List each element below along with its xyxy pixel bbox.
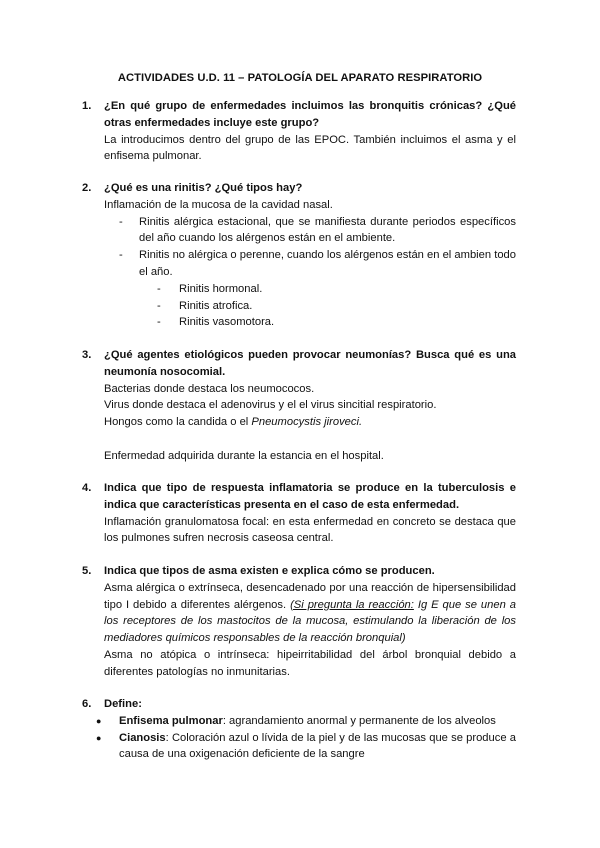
question-5 bbox=[82, 563, 516, 681]
question-1 bbox=[82, 98, 516, 165]
rhinitis-subtype-3 bbox=[104, 314, 516, 331]
question-5-heading bbox=[82, 563, 516, 580]
dash-marker: - bbox=[157, 282, 161, 295]
question-3 bbox=[82, 347, 516, 465]
question-2-text: ¿Qué es una rinitis? ¿Qué tipos hay? bbox=[104, 182, 303, 194]
definition-emphysema bbox=[96, 713, 516, 730]
answer-5-allergic bbox=[104, 580, 516, 647]
answer-3-bacteria: Bacterias donde destaca los neumococos. bbox=[104, 382, 315, 395]
rhinitis-subtype-3-text: Rinitis vasomotora. bbox=[179, 316, 275, 329]
answer-3-fungi-species: Pneumocystis jiroveci. bbox=[251, 416, 363, 429]
bullet-icon: ● bbox=[96, 715, 102, 726]
question-1-text: ¿En qué grupo de enfermedades incluimos las bronquitis crónicas? ¿Qué otras enfermedades incluye este grupo? bbox=[104, 100, 516, 129]
question-4 bbox=[82, 480, 516, 547]
answer-2: Inflamación de la mucosa de la cavidad nasal. bbox=[104, 198, 333, 211]
definition-cyanosis-term: Cianosis bbox=[119, 731, 166, 744]
answer-5-intrinsic: Asma no atópica o intrínseca: hipeirritabilidad del árbol bronquial debido a diferentes patologías no inmunitarias. bbox=[104, 648, 516, 678]
question-6-number: 6. bbox=[82, 698, 92, 710]
answer-5-allergic-text: Asma alérgica o extrínseca, desencadenado por una reacción de hipersensibilidad tipo I debido a diferentes alérgenos. bbox=[104, 581, 516, 611]
rhinitis-type-2 bbox=[104, 247, 516, 281]
rhinitis-type-1 bbox=[104, 214, 516, 248]
rhinitis-subtype-2 bbox=[104, 298, 516, 315]
question-1-heading bbox=[82, 98, 516, 132]
answer-3-nosocomial: Enfermedad adquirida durante la estancia en el hospital. bbox=[104, 449, 384, 462]
rhinitis-subtype-1-text: Rinitis hormonal. bbox=[179, 282, 263, 295]
answer-1: La introducimos dentro del grupo de las EPOC. También incluimos el asma y el enfisema pulmonar. bbox=[104, 133, 516, 163]
question-6 bbox=[82, 696, 516, 763]
definition-emphysema-term: Enfisema pulmonar bbox=[119, 714, 223, 727]
question-5-number: 5. bbox=[82, 565, 92, 577]
page-title: ACTIVIDADES U.D. 11 – PATOLOGÍA DEL APARATO RESPIRATORIO bbox=[117, 72, 483, 84]
question-5-text: Indica que tipos de asma existen e explica cómo se producen. bbox=[104, 565, 435, 577]
definition-emphysema-text: : agrandamiento anormal y permanente de los alveolos bbox=[222, 714, 496, 727]
answer-3-fungi bbox=[104, 414, 516, 431]
question-2 bbox=[82, 180, 516, 331]
dash-marker: - bbox=[119, 215, 123, 228]
question-6-heading bbox=[82, 696, 516, 713]
dash-marker: - bbox=[157, 299, 161, 312]
question-4-number: 4. bbox=[82, 482, 92, 494]
question-4-heading bbox=[82, 480, 516, 514]
question-3-number: 3. bbox=[82, 349, 92, 361]
rhinitis-type-2-text: Rinitis no alérgica o perenne, cuando los alérgenos están en el ambien todo el año. bbox=[139, 249, 516, 278]
question-3-heading bbox=[82, 347, 516, 381]
answer-5-note-text: Ig E que se unen a los receptores de los mastocitos de la mucosa, estimulando la liberación de los mediadores químicos responsables de la reacción bronquial) bbox=[104, 598, 516, 645]
question-2-number: 2. bbox=[82, 182, 92, 194]
answer-4: Inflamación granulomatosa focal: en esta enfermedad en concreto se destaca que los pulmones sufren necrosis caseosa central. bbox=[104, 515, 516, 545]
bullet-icon: ● bbox=[96, 732, 102, 743]
answer-3-fungi-text: Hongos como la candida o el bbox=[104, 416, 252, 429]
rhinitis-type-1-text: Rinitis alérgica estacional, que se manifiesta durante periodos específicos del año cuando los alérgenos están en el ambiente. bbox=[139, 215, 516, 245]
rhinitis-subtype-1 bbox=[104, 281, 516, 298]
question-6-text: Define: bbox=[104, 698, 142, 710]
definition-cyanosis bbox=[96, 730, 516, 764]
dash-marker: - bbox=[157, 316, 161, 329]
answer-5-note-label: (Si pregunta la reacción: bbox=[290, 598, 414, 611]
answer-3-virus: Virus donde destaca el adenovirus y el el virus sincitial respiratorio. bbox=[104, 399, 437, 412]
question-4-text: Indica que tipo de respuesta inflamatoria se produce en la tuberculosis e indica que características presenta en el caso de esta enfermedad. bbox=[104, 482, 516, 511]
definition-cyanosis-text: : Coloración azul o lívida de la piel y de las mucosas que se produce a causa de una oxigenación deficiente de la sangre bbox=[119, 731, 516, 761]
question-1-number: 1. bbox=[82, 100, 92, 112]
rhinitis-subtype-2-text: Rinitis atrofica. bbox=[179, 299, 253, 312]
question-2-heading bbox=[82, 180, 516, 197]
dash-marker: - bbox=[119, 249, 123, 262]
question-3-text: ¿Qué agentes etiológicos pueden provocar neumonías? Busca qué es una neumonía nosocomial. bbox=[104, 349, 516, 378]
